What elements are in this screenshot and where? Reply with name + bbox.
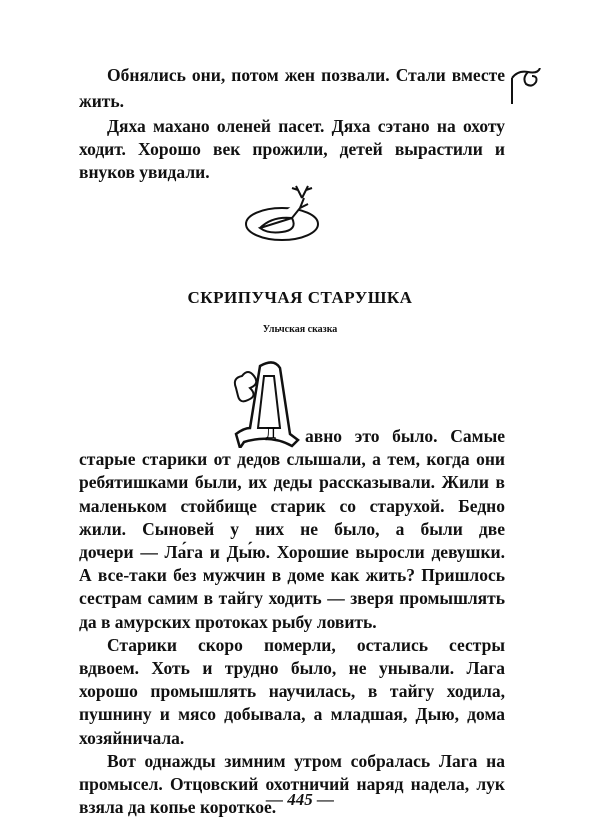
text-line: А все-таки без мужчин в доме как жить? Пришлось [79, 565, 505, 586]
text-line: взяла да копье короткое. [79, 797, 277, 818]
reindeer-vignette-icon [242, 180, 324, 244]
text-line: жили. Сыновей у них не было, а были две [79, 518, 505, 539]
text-line: промысел. Отцовский охотничий наряд надела, лук [79, 774, 505, 794]
text-line: вдвоем. Хоть и трудно было, не унывали. Лага [79, 658, 505, 678]
text-line: да в амурских протоках рыбу ловить. [79, 611, 377, 632]
text-line: маленьком стойбище старик со старухой. Бедно [79, 495, 505, 516]
text-line: сестрам самим в тайгу ходить — зверя промышлять [79, 588, 505, 609]
corner-ornament-icon [508, 68, 548, 104]
text-line: хозяйничала. [79, 727, 185, 748]
text-line: старые старики от дедов слышали, а тем, когда они [79, 449, 505, 470]
text-line: ребятишками были, их деды рассказывали. Жили в [79, 472, 505, 493]
text-line: Старики скоро померли, остались сестры [107, 634, 505, 655]
story-subtitle: Ульчская сказка [262, 324, 338, 335]
text-line: жить. [79, 91, 124, 111]
page-number: — 445 — [266, 790, 334, 809]
text-line: Обнялись они, потом жен позвали. Стали вместе [107, 65, 505, 85]
text-line: пушнину и мясо добывала, а младшая, Дыю, дома [79, 704, 505, 725]
text-line: Вот однажды зимним утром собралась Лага на [107, 750, 505, 771]
text-line: ходит. Хорошо век прожили, детей вырастили и [79, 139, 505, 159]
text-line: авно это было. Самые [305, 426, 505, 446]
story-title: СКРИПУЧАЯ СТАРУШКА [187, 288, 413, 307]
drop-cap-ornament [230, 358, 306, 448]
text-line: внуков увидали. [79, 162, 210, 182]
text-line: хорошо промышлять научилась, в тайгу ходила, [79, 681, 505, 702]
text-line: Дяха махано оленей пасет. Дяха сэтано на охоту [107, 116, 505, 136]
text-line: дочери — Ла́га и Ды́ю. Хорошие выросли девушки. [79, 542, 505, 562]
drop-cap-letter: Д [265, 426, 277, 442]
